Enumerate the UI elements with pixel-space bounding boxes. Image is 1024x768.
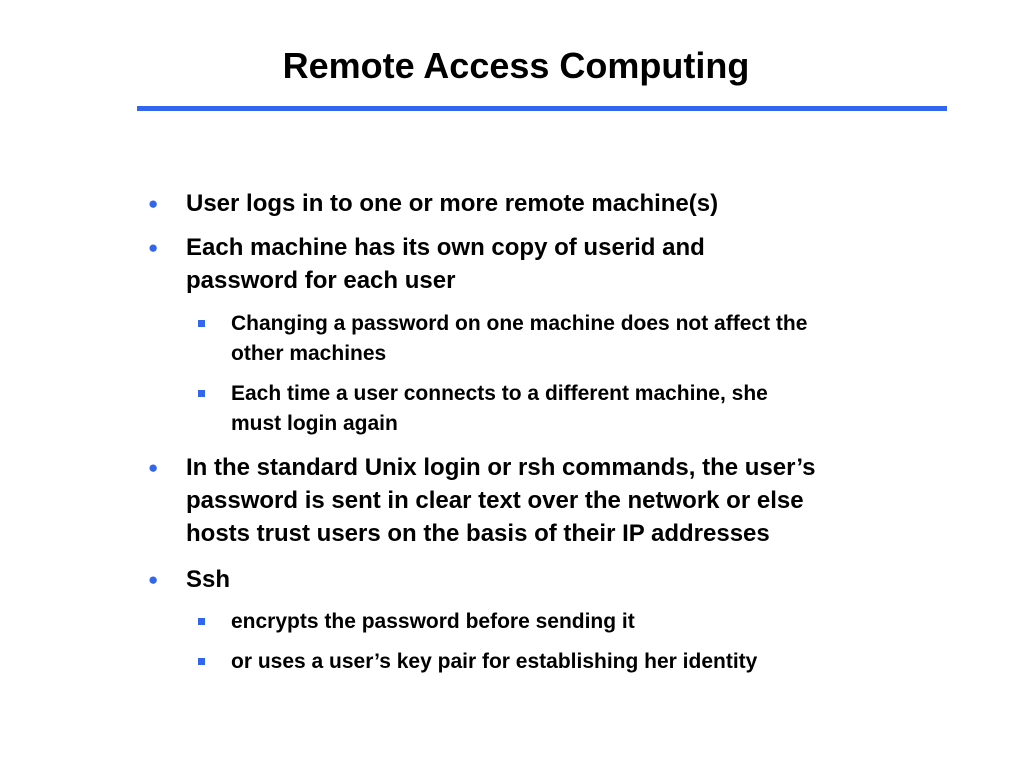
- round-bullet-icon: ●: [148, 570, 159, 589]
- bullet-text: In the standard Unix login or rsh commands, the user’s: [186, 454, 816, 481]
- square-bullet-icon: [198, 390, 205, 397]
- round-bullet-icon: ●: [148, 238, 159, 257]
- sub-bullet-item: [231, 607, 635, 637]
- bullet-text: password is sent in clear text over the network or else: [186, 487, 804, 514]
- slide-title: Remote Access Computing: [282, 45, 750, 86]
- bullet-item: [148, 231, 705, 297]
- square-bullet-icon: [198, 320, 205, 327]
- square-bullet-icon: [198, 658, 205, 665]
- sub-bullet-item: [231, 647, 757, 677]
- sub-bullet-item: [231, 309, 807, 369]
- sub-bullet-text: Changing a password on one machine does not affect the: [231, 312, 808, 335]
- bullet-text: Ssh: [186, 566, 231, 593]
- sub-bullet-text: or uses a user’s key pair for establishing her identity: [231, 650, 758, 673]
- bullet-item: [148, 187, 719, 220]
- bullet-text: hosts trust users on the basis of their IP addresses: [186, 520, 770, 547]
- sub-bullet-text: must login again: [231, 412, 398, 435]
- round-bullet-icon: ●: [148, 458, 159, 477]
- bullet-item: [148, 563, 231, 596]
- square-bullet-icon: [198, 618, 205, 625]
- sub-bullet-text: other machines: [231, 342, 387, 365]
- round-bullet-icon: ●: [148, 194, 159, 213]
- bullet-text: password for each user: [186, 267, 456, 294]
- sub-bullet-text: Each time a user connects to a different machine, she: [231, 382, 768, 405]
- sub-bullet-item: [231, 379, 768, 439]
- bullet-text: User logs in to one or more remote machine(s): [186, 190, 719, 217]
- bullet-item: [148, 451, 816, 550]
- sub-bullet-text: encrypts the password before sending it: [231, 610, 635, 633]
- bullet-text: Each machine has its own copy of userid and: [186, 234, 705, 261]
